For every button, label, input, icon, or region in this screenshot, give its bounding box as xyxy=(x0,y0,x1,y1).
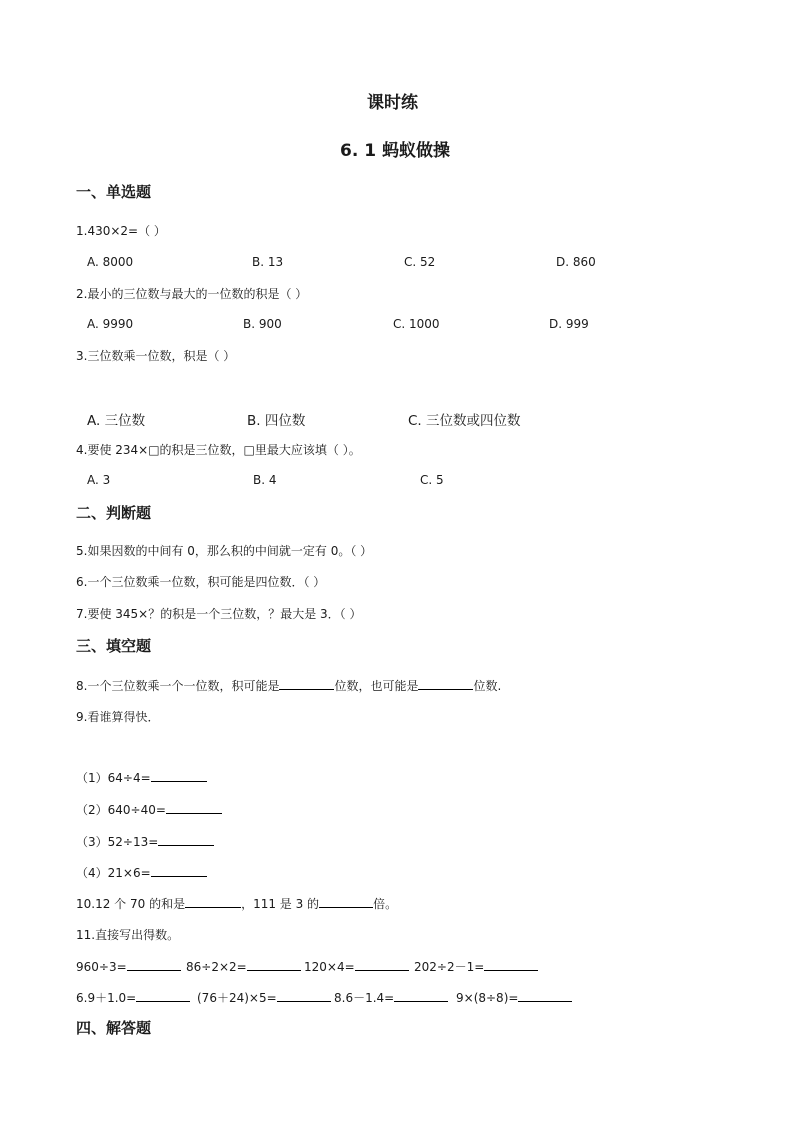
question-10 xyxy=(76,895,397,912)
q1-option-b: B. 13 xyxy=(252,255,284,269)
q1-option-d: D. 860 xyxy=(556,255,596,269)
q11-expression: 8.6－1.4= xyxy=(334,991,395,1005)
q1-option-c: C. 52 xyxy=(404,255,436,269)
question-4: 4.要使 234×□的积是三位数，□里最大应该填（ ）。 xyxy=(76,443,361,457)
q3-option-a: A. 三位数 xyxy=(87,413,146,429)
question-9: 9.看谁算得快． xyxy=(76,710,160,724)
answer-blank[interactable] xyxy=(518,989,572,1002)
answer-blank[interactable] xyxy=(394,989,448,1002)
q11-item xyxy=(334,989,448,1006)
answer-blank[interactable] xyxy=(247,958,301,971)
question-5: 5.如果因数的中间有 0，那么积的中间就一定有 0。（ ） xyxy=(76,544,373,558)
q2-option-a: A. 9990 xyxy=(87,317,134,331)
answer-blank[interactable] xyxy=(484,958,538,971)
q11-expression: 86÷2×2= xyxy=(186,960,247,974)
q9-item-text: （2）640÷40= xyxy=(76,803,166,817)
q4-option-c: C. 5 xyxy=(420,473,444,487)
q10-text-a: 10.12 个 70 的和是 xyxy=(76,897,186,911)
q4-option-a: A. 3 xyxy=(87,473,111,487)
question-2: 2.最小的三位数与最大的一位数的积是（ ） xyxy=(76,287,308,301)
q11-expression: 960÷3= xyxy=(76,960,127,974)
section-heading-solve: 四、解答题 xyxy=(76,1019,152,1037)
q11-expression: 202÷2－1= xyxy=(414,960,485,974)
answer-blank[interactable] xyxy=(355,958,409,971)
q10-text-b: ，111 是 3 的 xyxy=(241,897,320,911)
q11-expression: (76＋24)×5= xyxy=(197,991,277,1005)
question-1: 1.430×2=（ ） xyxy=(76,224,166,238)
q4-option-b: B. 4 xyxy=(253,473,277,487)
answer-blank[interactable] xyxy=(158,833,214,846)
q8-text-a: 8.一个三位数乘一个一位数，积可能是 xyxy=(76,679,280,693)
answer-blank[interactable] xyxy=(136,989,190,1002)
answer-blank[interactable] xyxy=(319,895,373,908)
answer-blank[interactable] xyxy=(277,989,331,1002)
page-subtitle: 6. 1 蚂蚁做操 xyxy=(340,141,450,161)
q9-item-3 xyxy=(76,833,214,850)
q1-option-a: A. 8000 xyxy=(87,255,134,269)
q9-item-text: （1）64÷4= xyxy=(76,771,151,785)
answer-blank[interactable] xyxy=(166,801,222,814)
page-title: 课时练 xyxy=(367,93,418,113)
q11-expression: 120×4= xyxy=(304,960,355,974)
answer-blank[interactable] xyxy=(185,895,241,908)
q9-item-4 xyxy=(76,864,207,881)
q11-item xyxy=(414,958,538,975)
q11-item xyxy=(76,989,190,1006)
q9-item-1 xyxy=(76,769,207,786)
q11-item xyxy=(76,958,181,974)
q8-text-c: 位数. xyxy=(473,679,502,693)
q3-option-b: B. 四位数 xyxy=(247,413,306,429)
question-8 xyxy=(76,677,501,694)
q8-text-b: 位数，也可能是 xyxy=(334,679,419,693)
q9-item-text: （3）52÷13= xyxy=(76,835,159,849)
q2-option-b: B. 900 xyxy=(243,317,282,331)
question-7: 7.要使 345×？的积是一个三位数，？最大是 3．（ ） xyxy=(76,607,362,621)
q11-expression: 9×(8÷8)= xyxy=(456,991,519,1005)
question-11: 11.直接写出得数。 xyxy=(76,928,180,942)
question-6: 6.一个三位数乘一位数，积可能是四位数．（ ） xyxy=(76,575,326,589)
section-heading-single-choice: 一、单选题 xyxy=(76,183,152,201)
question-3: 3.三位数乘一位数，积是（ ） xyxy=(76,349,236,363)
answer-blank[interactable] xyxy=(418,677,473,690)
q9-item-text: （4）21×6= xyxy=(76,866,151,880)
q2-option-d: D. 999 xyxy=(549,317,589,331)
q11-item xyxy=(456,989,572,1005)
answer-blank[interactable] xyxy=(127,958,181,971)
section-heading-true-false: 二、判断题 xyxy=(76,504,152,522)
q11-item xyxy=(304,958,409,974)
q11-item xyxy=(197,989,331,1006)
answer-blank[interactable] xyxy=(151,769,207,782)
q11-expression: 6.9＋1.0= xyxy=(76,991,137,1005)
answer-blank[interactable] xyxy=(279,677,334,690)
q10-text-c: 倍。 xyxy=(373,897,398,911)
q3-option-c: C. 三位数或四位数 xyxy=(408,413,521,429)
q9-item-2 xyxy=(76,801,222,818)
q2-option-c: C. 1000 xyxy=(393,317,440,331)
section-heading-fill-blank: 三、填空题 xyxy=(76,637,152,655)
answer-blank[interactable] xyxy=(151,864,207,877)
q11-item xyxy=(186,958,301,974)
